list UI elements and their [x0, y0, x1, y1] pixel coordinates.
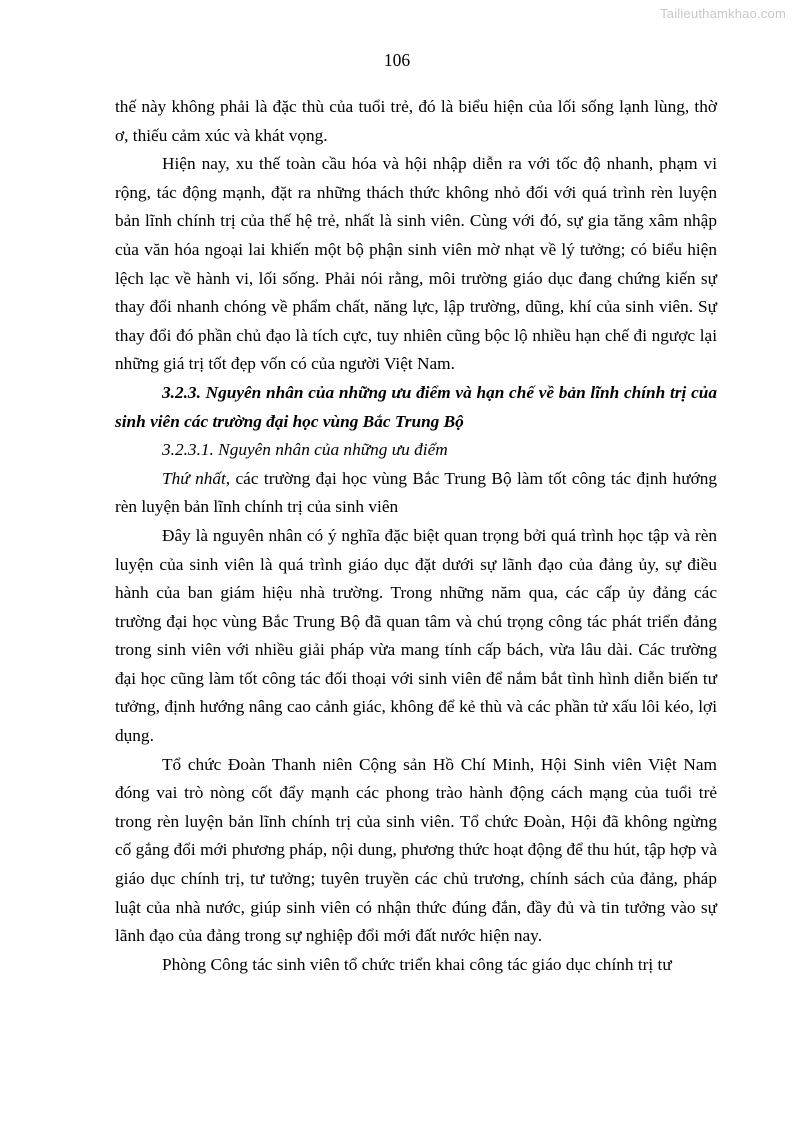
paragraph: thế này không phải là đặc thù của tuổi trẻ, đó là biểu hiện của lối sống lạnh lùng, thờ ơ, thiếu cảm xúc và khát vọng.: [115, 97, 717, 145]
paragraph: Đây là nguyên nhân có ý nghĩa đặc biệt quan trọng bởi quá trình học tập và rèn luyện của sinh viên là quá trình giáo dục đặt dưới sự lãnh đạo của đảng ủy, sự điều hành của ban giám hiệu nhà trường. Trong những năm qua, các cấp ủy đảng các trường đại học vùng Bắc Trung Bộ đã quan tâm và chú trọng công tác phát triển đảng trong sinh viên với nhiều giải pháp vừa mang tính cấp bách, vừa lâu dài. Các trường đại học cũng làm tốt công tác đối thoại với sinh viên để nắm bắt tình hình diễn biến tư tưởng, định hướng nâng cao cảnh giác, không để kẻ thù và các phần tử xấu lôi kéo, lợi dụng.: [115, 525, 717, 746]
watermark: Tailieuthamkhao.com: [660, 6, 786, 21]
section-heading: 3.2.3. Nguyên nhân của những ưu điểm và hạn chế về bản lĩnh chính trị của sinh viên các trường đại học vùng Bắc Trung Bộ: [115, 382, 717, 431]
paragraph: Hiện nay, xu thế toàn cầu hóa và hội nhập diễn ra với tốc độ nhanh, phạm vi rộng, tác động mạnh, đặt ra những thách thức không nhỏ đối với quá trình rèn luyện bản lĩnh chính trị của thế hệ trẻ, nhất là sinh viên. Cùng với đó, sự gia tăng xâm nhập của văn hóa ngoại lai khiến một bộ phận sinh viên mờ nhạt về lý tưởng; có biểu hiện lệch lạc về hành vi, lối sống. Phải nói rằng, môi trường giáo dục đang chứng kiến sự thay đổi nhanh chóng về phẩm chất, năng lực, lập trường, dũng, khí của sinh viên. Sự thay đổi đó phần chủ đạo là tích cực, tuy nhiên cũng bộc lộ nhiều hạn chế đi ngược lại những giá trị tốt đẹp vốn có của người Việt Nam.: [115, 154, 717, 374]
page-number: 106: [383, 50, 411, 70]
ordinal-label: Thứ nhất: [162, 468, 226, 488]
page-body: [115, 93, 717, 979]
paragraph: Tổ chức Đoàn Thanh niên Cộng sản Hồ Chí Minh, Hội Sinh viên Việt Nam đóng vai trò nòng cốt đẩy mạnh các phong trào hành động cách mạng của tuổi trẻ trong rèn luyện bản lĩnh chính trị của sinh viên. Tổ chức Đoàn, Hội đã không ngừng cố gắng đổi mới phương pháp, nội dung, phương thức hoạt động để thu hút, tập hợp và giáo dục chính trị, tư tưởng; tuyên truyền các chủ trương, chính sách của đảng, pháp luật của nhà nước, giúp sinh viên có nhận thức đúng đắn, đầy đủ và tin tưởng vào sự lãnh đạo của đảng trong sự nghiệp đổi mới đất nước hiện nay.: [115, 754, 717, 946]
ordinal-text: , các trường đại học vùng Bắc Trung Bộ làm tốt công tác định hướng rèn luyện bản lĩnh chính trị của sinh viên: [115, 468, 717, 517]
paragraph: Phòng Công tác sinh viên tổ chức triển khai công tác giáo dục chính trị tư: [162, 954, 672, 974]
paragraph: [115, 465, 717, 522]
subsection-heading: 3.2.3.1. Nguyên nhân của những ưu điểm: [162, 440, 448, 460]
